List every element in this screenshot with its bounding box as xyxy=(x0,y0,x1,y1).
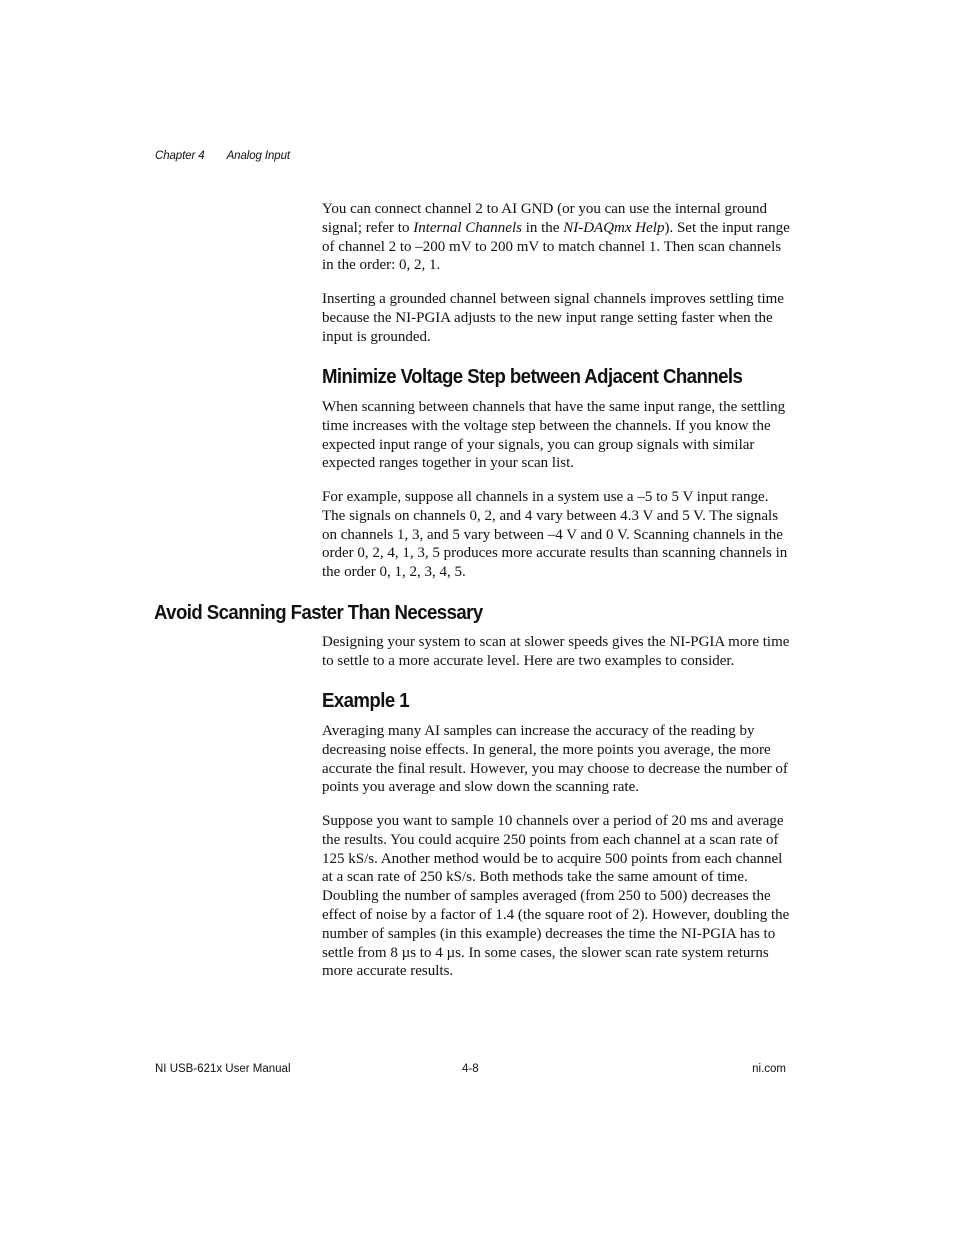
footer-manual-title: NI USB-621x User Manual xyxy=(155,1063,291,1075)
footer-page-number: 4-8 xyxy=(462,1063,479,1075)
paragraph-sample-scenario: Suppose you want to sample 10 channels over a period of 20 ms and average the results. You could acquire 250 points from each channel at a scan rate of 125 kS/s. Another method would be to acquire 500 points from each channel at a scan rate of 250 kS/s. Both methods take the same amount of time. Doubling the number of samples averaged (from 250 to 500) decreases the effect of noise by a factor of 1.4 (the square root of 2). However, doubling the number of samples (in this example) decreases the time the NI-PGIA has to settle from 8 µs to 4 µs. In some cases, the slower scan rate system returns more accurate results. xyxy=(322,813,790,980)
heading-example-1: Example 1 xyxy=(322,690,409,712)
paragraph-text: ). Set the input range of channel 2 to –200 mV to 200 mV to match channel 1. Then scan channels in the order: 0, 2, 1. xyxy=(322,219,790,274)
internal-channels-reference: Internal Channels xyxy=(413,219,522,236)
section-label: Analog Input xyxy=(226,150,290,162)
footer-website: ni.com xyxy=(752,1063,786,1075)
paragraph-text: You can connect channel 2 to AI GND (or you can use the internal ground signal; refer to xyxy=(322,201,768,236)
heading-minimize-voltage-step: Minimize Voltage Step between Adjacent Channels xyxy=(322,366,743,388)
paragraph-example-channels: For example, suppose all channels in a system use a –5 to 5 V input range. The signals on channels 0, 2, and 4 vary between 4.3 V and 5 V. The signals on channels 1, 3, and 5 vary between –4 V and 0 V. Scanning channels in the order 0, 2, 4, 1, 3, 5 produces more accurate results than scanning channels in the order 0, 1, 2, 3, 4, 5. xyxy=(322,489,788,581)
heading-avoid-scanning: Avoid Scanning Faster Than Necessary xyxy=(154,602,483,624)
paragraph-text: in the xyxy=(521,219,564,236)
running-header xyxy=(155,150,290,162)
paragraph-averaging: Averaging many AI samples can increase the accuracy of the reading by decreasing noise effects. In general, the more points you average, the more accurate the final result. However, you may choose to decrease the number of points you average and slow down the scanning rate. xyxy=(322,723,788,796)
daqmx-help-reference: NI-DAQmx Help xyxy=(563,219,665,236)
paragraph-voltage-step: When scanning between channels that have the same input range, the settling time increases with the voltage step between the channels. If you know the expected input range of your signals, you can group signals with similar expected ranges together in your scan list. xyxy=(322,399,786,472)
chapter-label: Chapter 4 xyxy=(155,150,205,162)
paragraph-grounded-channel xyxy=(322,200,792,275)
paragraph-slower-speeds: Designing your system to scan at slower speeds gives the NI-PGIA more time to settle to a more accurate level. Here are two examples to consider. xyxy=(322,634,790,669)
paragraph-settling: Inserting a grounded channel between signal channels improves settling time because the NI-PGIA adjusts to the new input range setting faster when the input is grounded. xyxy=(322,291,784,345)
